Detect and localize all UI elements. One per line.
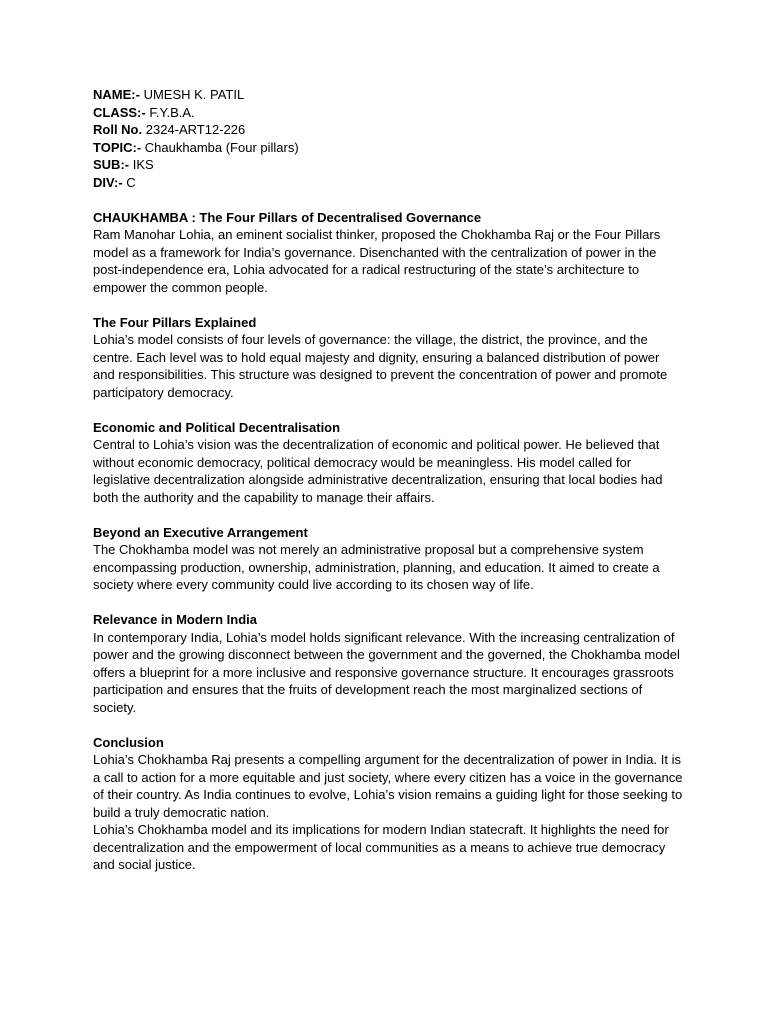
intro-paragraph: Ram Manohar Lohia, an eminent socialist thinker, proposed the Chokhamba Raj or the Four Pillars model as a framework for India’s governance. Disenchanted with the centralization of power in the post-independence era, Lohia advocated for a radical restructuring of the state’s architecture to empower the common people. [93,227,661,295]
document-page [93,86,683,874]
topic-label: TOPIC:- [93,139,142,155]
section-heading: Economic and Political Decentralisation [93,419,341,435]
class-label: CLASS:- [93,104,146,120]
section-paragraph: Lohia’s model consists of four levels of governance: the village, the district, the province, and the centre. Each level was to hold equal majesty and dignity, ensuring a balanced distribution of power and responsibilities. This structure was designed to prevent the concentration of power and promote participatory democracy. [93,332,668,400]
section-heading: Beyond an Executive Arrangement [93,524,308,540]
student-details [93,86,683,191]
section-heading: Conclusion [93,734,164,750]
section-conclusion [93,734,683,874]
roll-no-line [93,121,683,139]
class-value: F.Y.B.A. [149,104,195,120]
roll-no-label: Roll No. [93,122,143,137]
section-heading: The Four Pillars Explained [93,314,257,330]
section-heading: Relevance in Modern India [93,612,257,627]
conclusion-paragraph-1: Lohia’s Chokhamba Raj presents a compelling argument for the decentralization of power in India. It is a call to action for a more equitable and just society, where every citizen has a voice in the governance of their country. As India continues to evolve, Lohia’s vision remains a guiding light for those seeking to build a truly democratic nation. [93,752,683,820]
roll-no-value: 2324-ART12-226 [145,122,246,137]
section-paragraph: Central to Lohia’s vision was the decentralization of economic and political power. He believed that without economic democracy, political democracy would be meaningless. His model called for legislative decentralization alongside administrative decentralization, ensuring that local bodies had both the authority and the capability to manage their affairs. [93,437,663,505]
section-decentralisation [93,419,683,507]
section-relevance [93,611,683,716]
subject-label: SUB:- [93,157,130,172]
section-four-pillars [93,314,683,402]
division-line [93,174,683,192]
section-beyond-executive [93,524,683,594]
name-value: UMESH K. PATIL [143,87,245,102]
section-intro [93,209,683,297]
class-line [93,104,683,122]
document-title: CHAUKHAMBA : The Four Pillars of Decentralised Governance [93,209,482,225]
subject-value: IKS [132,157,154,172]
section-paragraph: In contemporary India, Lohia’s model holds significant relevance. With the increasing centralization of power and the growing disconnect between the government and the governed, the Chokhamba model offers a blueprint for a more inclusive and responsive governance structure. It encourages grassroots participation and ensures that the fruits of development reach the most marginalized sections of society. [93,629,680,715]
section-paragraph: The Chokhamba model was not merely an administrative proposal but a comprehensive system encompassing production, ownership, administration, planning, and education. It aimed to create a society where every community could live according to its chosen way of life. [93,542,660,592]
division-label: DIV:- [93,174,123,190]
conclusion-paragraph-2: Lohia’s Chokhamba model and its implications for modern Indian statecraft. It highlights the need for decentralization and the empowerment of local communities as a means to achieve true democracy and social justice. [93,822,669,872]
subject-line [93,156,683,174]
name-label: NAME:- [93,87,140,102]
name-line [93,86,683,104]
topic-line [93,139,683,157]
division-value: C [126,174,136,190]
topic-value: Chaukhamba (Four pillars) [144,139,299,155]
